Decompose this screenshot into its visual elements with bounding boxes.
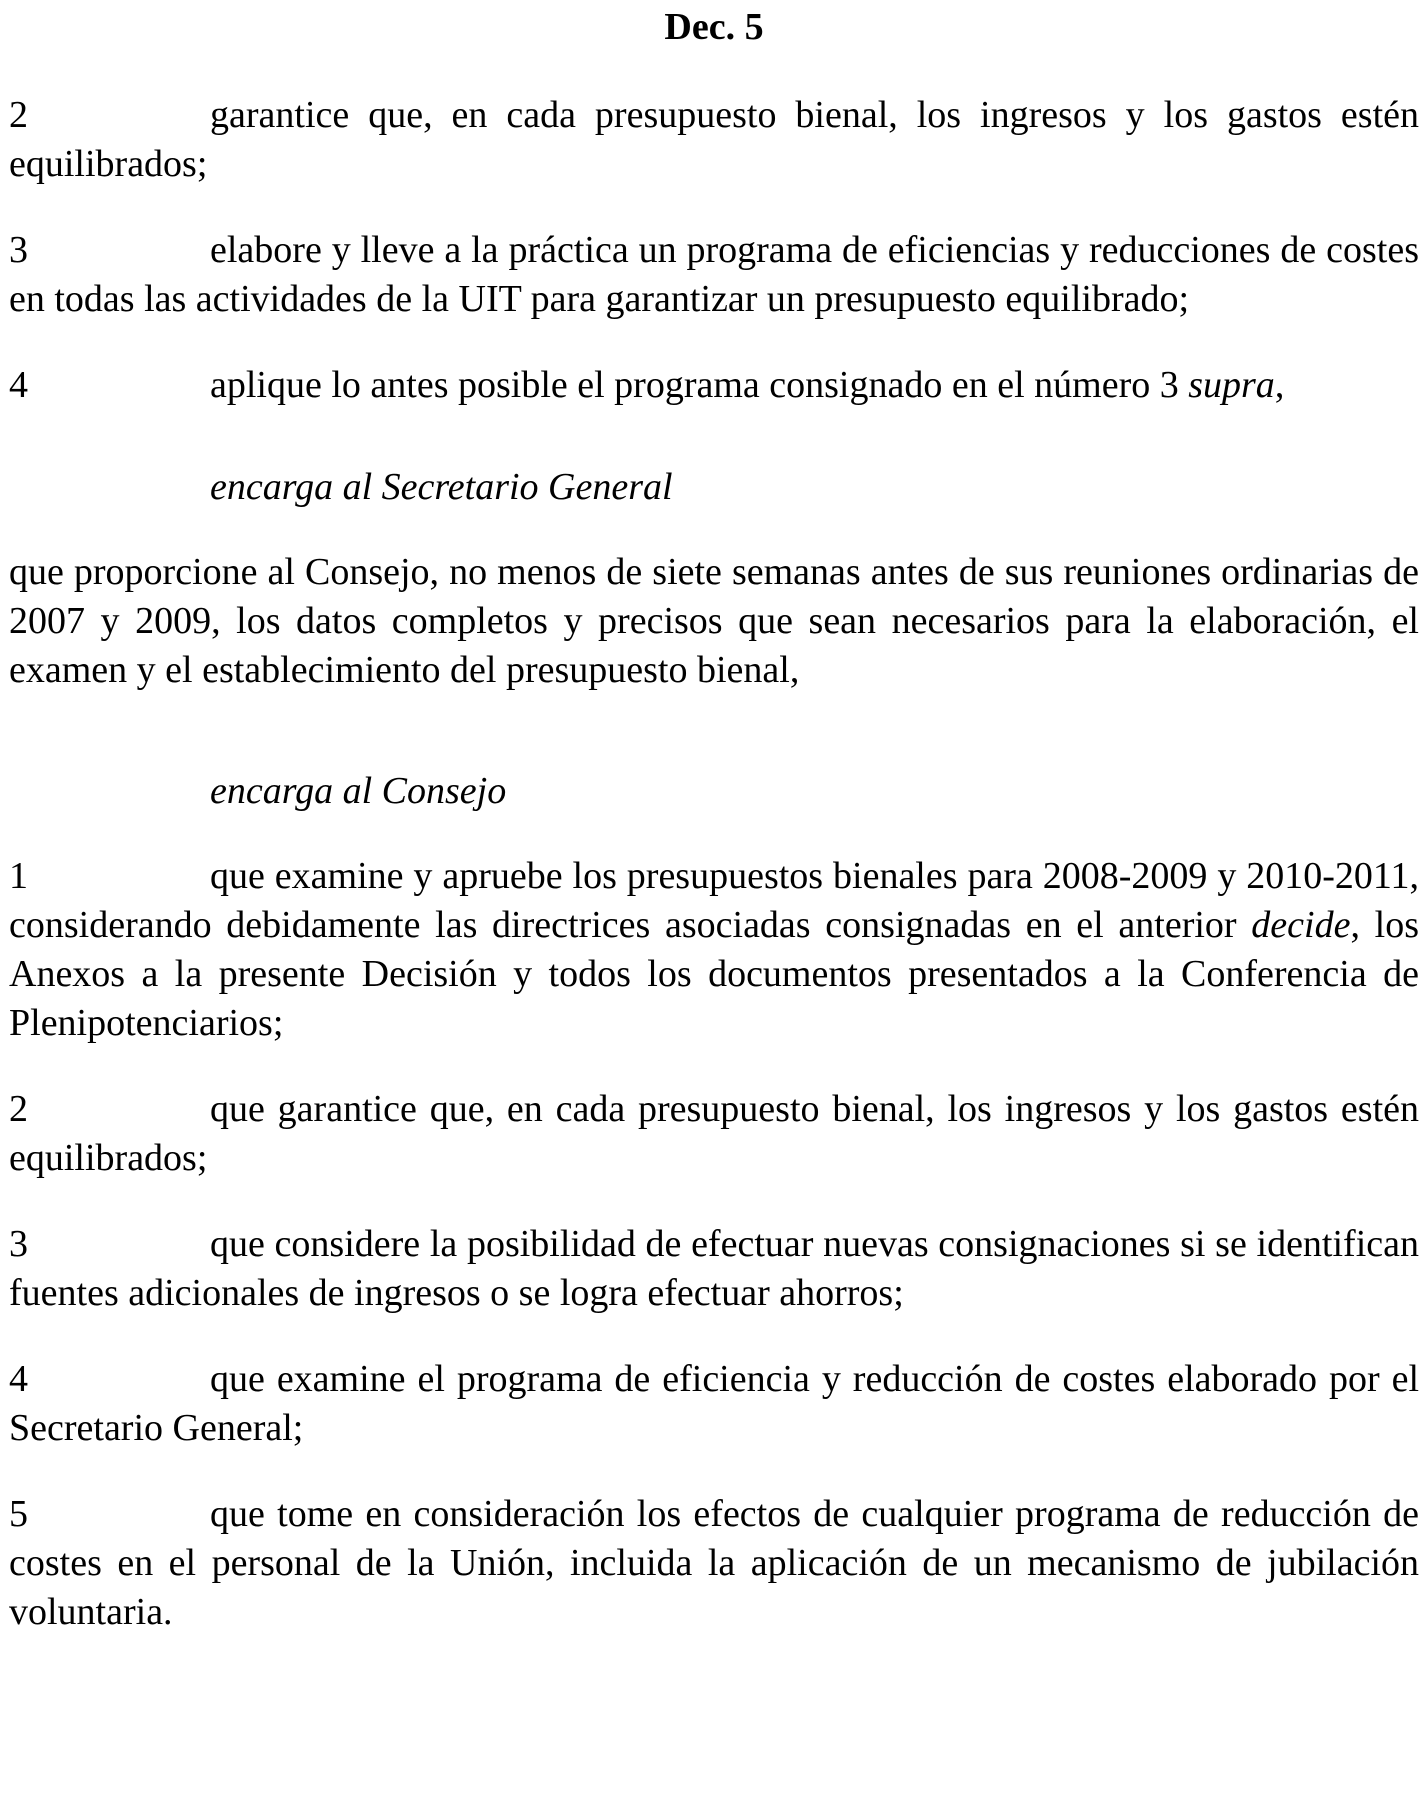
list-item — [9, 1355, 1419, 1453]
item-text: que tome en consideración los efectos de cualquier programa de reducción de costes en el personal de la Unión, incluida la aplicación de un mecanismo de jubilación voluntaria. — [9, 1493, 1419, 1633]
list-item — [9, 1085, 1419, 1183]
item-number: 4 — [9, 1358, 28, 1400]
list-item — [9, 91, 1419, 189]
item-number: 1 — [9, 855, 28, 897]
item-number: 2 — [9, 1088, 28, 1130]
item-number: 5 — [9, 1493, 28, 1535]
section-paragraph: que proporcione al Consejo, no menos de siete semanas antes de sus reuniones ordinarias de 2007 y 2009, los datos completos y precisos que sean necesarios para la elaboración, el examen y el establecimiento del presupuesto bienal, — [9, 551, 1419, 691]
list-item — [9, 1490, 1419, 1637]
item-text: aplique lo antes posible el programa consignado en el número 3 — [210, 364, 1189, 406]
item-text-italic: decide — [1251, 904, 1351, 946]
list-item — [9, 852, 1419, 1048]
item-text-italic: supra — [1188, 364, 1275, 406]
item-number: 3 — [9, 1223, 28, 1265]
item-number: 4 — [9, 364, 28, 406]
item-number: 3 — [9, 229, 28, 271]
item-text: que examine el programa de eficiencia y reducción de costes elaborado por el Secretario General; — [9, 1358, 1419, 1449]
document-page — [9, 0, 1419, 1637]
item-text: que garantice que, en cada presupuesto bienal, los ingresos y los gastos estén equilibrados; — [9, 1088, 1419, 1179]
item-number: 2 — [9, 94, 28, 136]
item-text: garantice que, en cada presupuesto bienal, los ingresos y los gastos estén equilibrados; — [9, 94, 1419, 185]
section-heading-consejo: encarga al Consejo — [210, 770, 507, 812]
list-item — [9, 226, 1419, 324]
list-item — [9, 361, 1419, 410]
item-text: que examine y apruebe los presupuestos bienales para 2008-2009 y 2010-2011, considerando debidamente las directrices asociadas consignadas en el anterior — [9, 855, 1419, 946]
item-text: elabore y lleve a la práctica un programa de eficiencias y reducciones de costes en todas las actividades de la UIT para garantizar un presupuesto equilibrado; — [9, 229, 1419, 320]
item-text-end: , los Anexos a la presente Decisión y todos los documentos presentados a la Conferencia de Plenipotenciarios; — [9, 904, 1419, 1044]
item-text: que considere la posibilidad de efectuar nuevas consignaciones si se identifican fuentes adicionales de ingresos o se logra efectuar ahorros; — [9, 1223, 1419, 1314]
section-heading-secretario: encarga al Secretario General — [210, 466, 673, 508]
list-item — [9, 1220, 1419, 1318]
page-header: Dec. 5 — [664, 6, 764, 48]
item-text-end: , — [1274, 364, 1285, 406]
